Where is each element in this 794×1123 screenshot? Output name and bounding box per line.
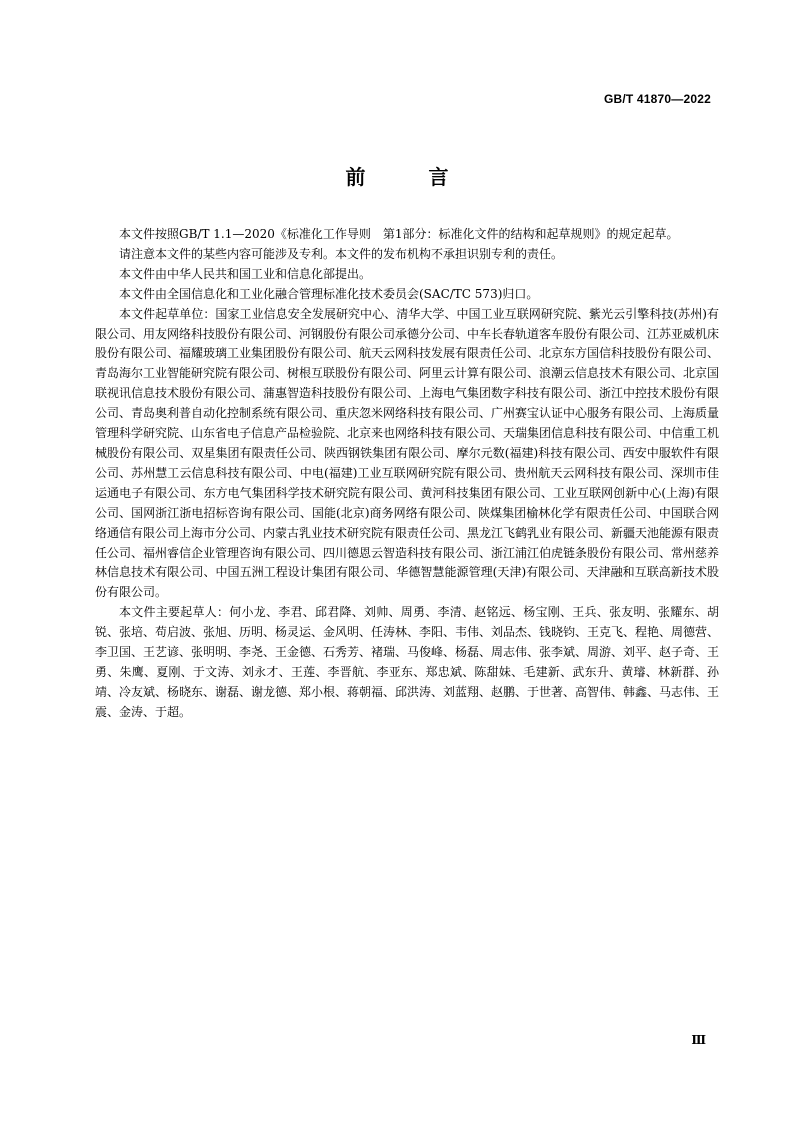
- paragraph-proposer: 本文件由中华人民共和国工业和信息化部提出。: [119, 266, 372, 281]
- paragraph-technical-committee: 本文件由全国信息化和工业化融合管理标准化技术委员会(SAC/TC 573)归口。: [119, 286, 539, 301]
- paragraph-drafters: 本文件主要起草人：何小龙、李君、邱君降、刘帅、周勇、李清、赵铭远、杨宝刚、王兵、张友明、张耀东、胡锐、张培、苟启波、张旭、历明、杨灵运、金风明、任涛林、李阳、韦伟、刘品杰、钱晓钧、王克飞、程艳、周德营、李卫国、王艺谚、张明明、李尧、王金德、石秀芳、褚瑞、马俊峰、杨磊、周志伟、张李斌、周游、刘平、赵子奇、王勇、朱鹰、夏刚、于文涛、刘永才、王莲、李晋航、李亚东、郑忠斌、陈甜妹、毛建新、武东升、黄璿、林新群、孙靖、冷友斌、杨晓东、谢磊、谢龙德、郑小根、蒋朝福、邱洪涛、刘蓝翔、赵鹏、于世著、高智伟、韩鑫、马志伟、王震、金涛、于超。: [95, 605, 720, 719]
- page-title: 前 言: [345, 165, 477, 189]
- page-number: Ⅲ: [691, 1033, 706, 1047]
- paragraph-patent-notice: 请注意本文件的某些内容可能涉及专利。本文件的发布机构不承担识别专利的责任。: [119, 246, 564, 261]
- foreword-body: [95, 225, 719, 723]
- paragraph-drafting-rules: 本文件按照GB/T 1.1—2020《标准化工作导则 第1部分：标准化文件的结构和起草规则》的规定起草。: [119, 227, 679, 241]
- paragraph-drafting-units: 本文件起草单位：国家工业信息安全发展研究中心、清华大学、中国工业互联网研究院、紫光云引擎科技(苏州)有限公司、用友网络科技股份有限公司、河钢股份有限公司承德分公司、中车长春轨道客车股份有限公司、江苏亚威机床股份有限公司、福耀玻璃工业集团股份有限公司、航天云网科技发展有限责任公司、北京东方国信科技股份有限公司、青岛海尔工业智能研究院有限公司、树根互联股份有限公司、阿里云计算有限公司、浪潮云信息技术有限公司、北京国联视讯信息技术股份有限公司、蒲惠智造科技股份有限公司、上海电气集团数字科技有限公司、浙江中控技术股份有限公司、青岛奥利普自动化控制系统有限公司、重庆忽米网络科技有限公司、广州赛宝认证中心服务有限公司、上海质量管理科学研究院、山东省电子信息产品检验院、北京来也网络科技有限公司、天瑞集团信息科技有限公司、中信重工机械股份有限公司、双星集团有限责任公司、陕西钢铁集团有限公司、摩尔元数(福建)科技有限公司、西安中服软件有限公司、苏州慧工云信息科技有限公司、中电(福建)工业互联网研究院有限公司、贵州航天云网科技有限公司、深圳市佳运通电子有限公司、东方电气集团科学技术研究院有限公司、黄河科技集团有限公司、工业互联网创新中心(上海)有限公司、国网浙江浙电招标咨询有限公司、国能(北京)商务网络有限公司、陕煤集团榆林化学有限责任公司、中国联合网络通信有限公司上海市分公司、内蒙古乳业技术研究院有限责任公司、黑龙江飞鹤乳业有限公司、新疆天池能源有限责任公司、福州睿信企业管理咨询有限公司、四川德恩云智造科技有限公司、浙江浦江伯虎链条股份有限公司、常州慈养林信息技术有限公司、中国五洲工程设计集团有限公司、华德智慧能源管理(天津)有限公司、天津融和互联高新技术股份有限公司。: [95, 306, 720, 600]
- standard-code: GB/T 41870—2022: [603, 92, 711, 106]
